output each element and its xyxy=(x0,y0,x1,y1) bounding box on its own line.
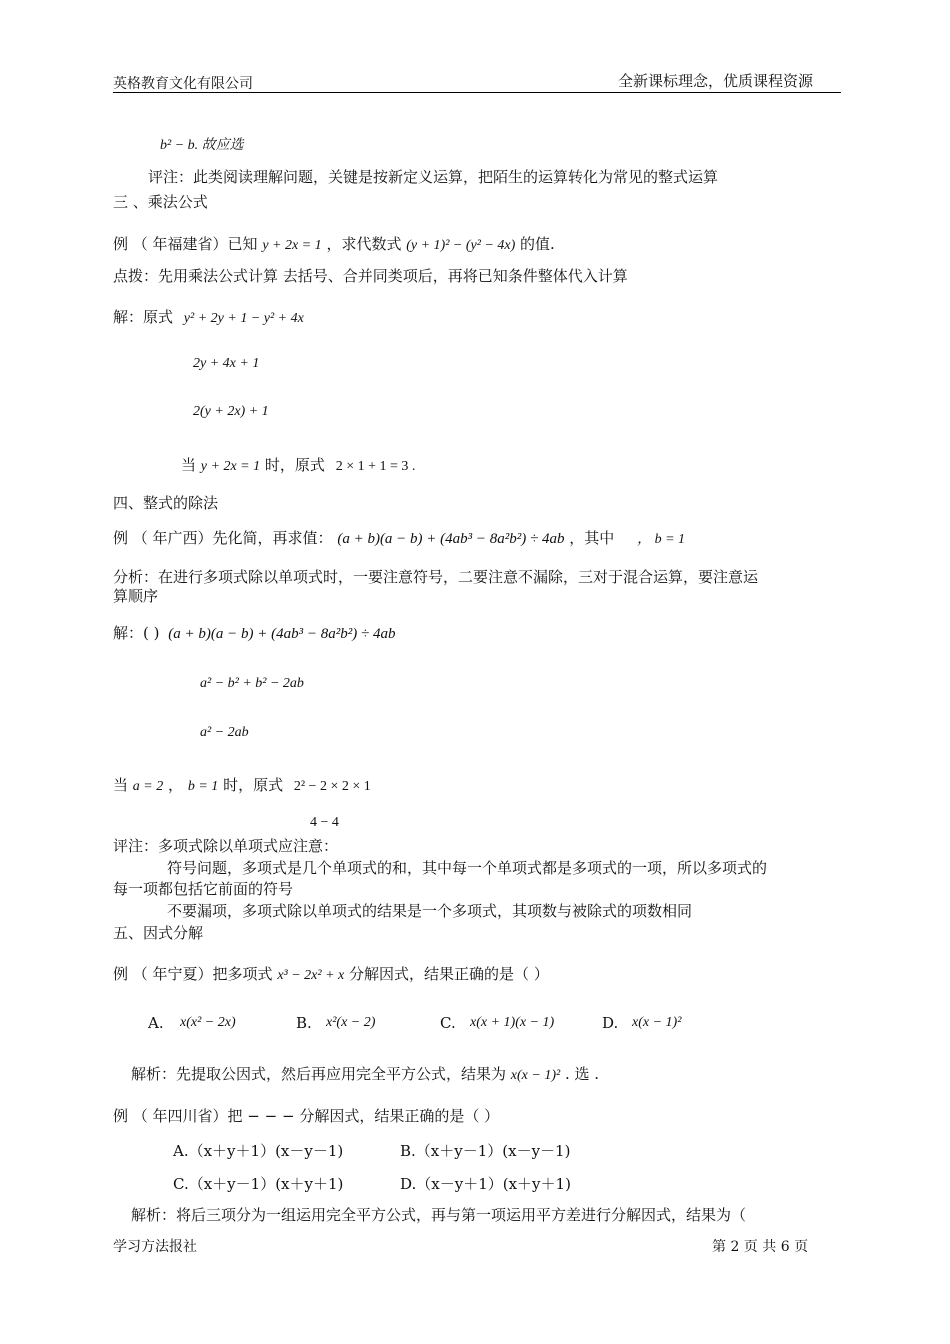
section-3-title: 三 、乘法公式 xyxy=(113,193,208,211)
section-4-title: 四、整式的除法 xyxy=(113,494,219,512)
comment-1: 评注：此类阅读理解问题，关键是按新定义运算，把陌生的运算转化为常见的整式运算 xyxy=(148,168,719,186)
example-fujian xyxy=(113,233,555,254)
example-guangxi xyxy=(113,527,685,548)
comment-2-point-2: 不要漏项，多项式除以单项式的结果是一个多项式，其项数与被除式的项数相同 xyxy=(167,902,693,920)
header-company: 英格教育文化有限公司 xyxy=(113,76,253,92)
substitution-fujian xyxy=(181,454,415,475)
value-a: a = 2 xyxy=(132,779,164,794)
solution-guangxi-expr: (a + b)(a − b) + (4ab³ − 8a²b²) ÷ 4ab xyxy=(168,626,396,642)
substitution-guangxi xyxy=(113,774,371,795)
analysis-ningxia-expr: x(x − 1)² xyxy=(510,1068,561,1083)
example-guangxi-lead: 例 （ 年广西）先化简，再求值： xyxy=(113,529,333,547)
option-2-b: B.（x＋y－1）(x－y－1) xyxy=(400,1142,571,1160)
example-sichuan: 例 （ 年四川省）把 − − − 分解因式，结果正确的是（ ） xyxy=(113,1107,500,1125)
example-ningxia-lead: 例 （ 年宁夏）把多项式 xyxy=(113,965,273,983)
comment-2-point-1-cont: 每一项都包括它前面的符号 xyxy=(113,880,294,898)
footer-publisher: 学习方法报社 xyxy=(113,1239,197,1255)
example-ningxia xyxy=(113,963,549,984)
line-01: b² − b. 故应选 xyxy=(160,138,244,153)
when-label-2: 当 xyxy=(113,776,129,794)
polynomial-expr: x³ − 2x² + x xyxy=(277,968,345,983)
header-rule xyxy=(113,92,841,93)
comma: ， xyxy=(168,776,184,794)
comment-2-title: 评注：多项式除以单项式应注意： xyxy=(113,837,339,855)
value-b: b = 1 xyxy=(187,779,219,794)
option-2-d: D.（x－y＋1）(x＋y＋1) xyxy=(400,1175,571,1193)
comment-2-point-1: 符号问题，多项式是几个单项式的和，其中每一个单项式都是多项式的一项，所以多项式的 xyxy=(167,859,768,877)
option-1-a: x(x² − 2x) xyxy=(180,1015,236,1030)
example-guangxi-values: ， b = 1 xyxy=(637,532,686,547)
option-1-d: x(x − 1)² xyxy=(632,1015,682,1030)
result-step-2: 4 − 4 xyxy=(310,815,339,830)
footer-page-number: 第 2 页 共 6 页 xyxy=(712,1239,809,1255)
option-2-c: C.（x＋y－1）(x＋y＋1) xyxy=(173,1175,344,1193)
example-guangxi-where: ，其中 xyxy=(569,529,615,547)
when-expr: y + 2x = 1 xyxy=(200,459,261,474)
solution-step-2: 2y + 4x + 1 xyxy=(193,356,260,371)
when-label: 当 xyxy=(181,456,197,474)
result-expr-2: 2² − 2 × 2 × 1 xyxy=(293,779,371,794)
solution-label: 解：原式 xyxy=(113,308,174,326)
target-expr: (y + 1)² − (y² − 4x) xyxy=(406,238,516,253)
condition-expr: y + 2x = 1 xyxy=(262,238,322,253)
solution-step-3: 2(y + 2x) + 1 xyxy=(193,404,269,419)
solution-fujian xyxy=(113,306,304,327)
option-1-d-label: D. xyxy=(602,1014,619,1032)
hint-line: 点拨：先用乘法公式计算 去括号、合并同类项后，再将已知条件整体代入计算 xyxy=(113,267,628,285)
option-1-c-label: C. xyxy=(440,1014,456,1032)
simplify-expr: (a + b)(a − b) + (4ab³ − 8a²b²) ÷ 4ab xyxy=(337,531,565,547)
solution-guangxi-label: 解：( ) xyxy=(113,624,160,642)
analysis-ningxia-end: . 选 . xyxy=(564,1065,600,1083)
option-1-b-label: B. xyxy=(296,1014,312,1032)
header-slogan: 全新课标理念，优质课程资源 xyxy=(618,72,814,90)
solution-guangxi-step-2: a² − 2ab xyxy=(200,725,249,740)
example-fujian-end: 的值. xyxy=(520,235,555,253)
result-label-2: 时，原式 xyxy=(223,776,284,794)
result-label: 时，原式 xyxy=(264,456,325,474)
solution-step-1: y² + 2y + 1 − y² + 4x xyxy=(183,311,304,326)
section-5-title: 五、因式分解 xyxy=(113,924,204,942)
result-value: 2 × 1 + 1 = 3 . xyxy=(335,459,416,474)
example-fujian-lead: 例 （ 年福建省）已知 xyxy=(113,235,258,253)
example-ningxia-end: 分解因式，结果正确的是（ ） xyxy=(349,965,549,983)
analysis-sichuan: 解析：将后三项分为一组运用完全平方公式，再与第一项运用平方差进行分解因式，结果为（ xyxy=(131,1206,747,1224)
analysis-ningxia xyxy=(131,1063,599,1084)
option-1-b: x²(x − 2) xyxy=(326,1015,376,1030)
analysis-line-2: 算顺序 xyxy=(113,587,159,605)
option-1-c: x(x + 1)(x − 1) xyxy=(470,1015,555,1030)
solution-guangxi-step-1: a² − b² + b² − 2ab xyxy=(200,676,304,691)
analysis-ningxia-text: 解析：先提取公因式，然后再应用完全平方公式，结果为 xyxy=(131,1065,507,1083)
option-2-a: A.（x＋y＋1）(x－y－1) xyxy=(173,1142,344,1160)
analysis-line-1: 分析：在进行多项式除以单项式时，一要注意符号，二要注意不漏除，三对于混合运算，要注意运 xyxy=(113,568,759,586)
solution-guangxi xyxy=(113,622,395,643)
option-1-a-label: A. xyxy=(148,1014,164,1032)
example-fujian-mid: ，求代数式 xyxy=(326,235,402,253)
